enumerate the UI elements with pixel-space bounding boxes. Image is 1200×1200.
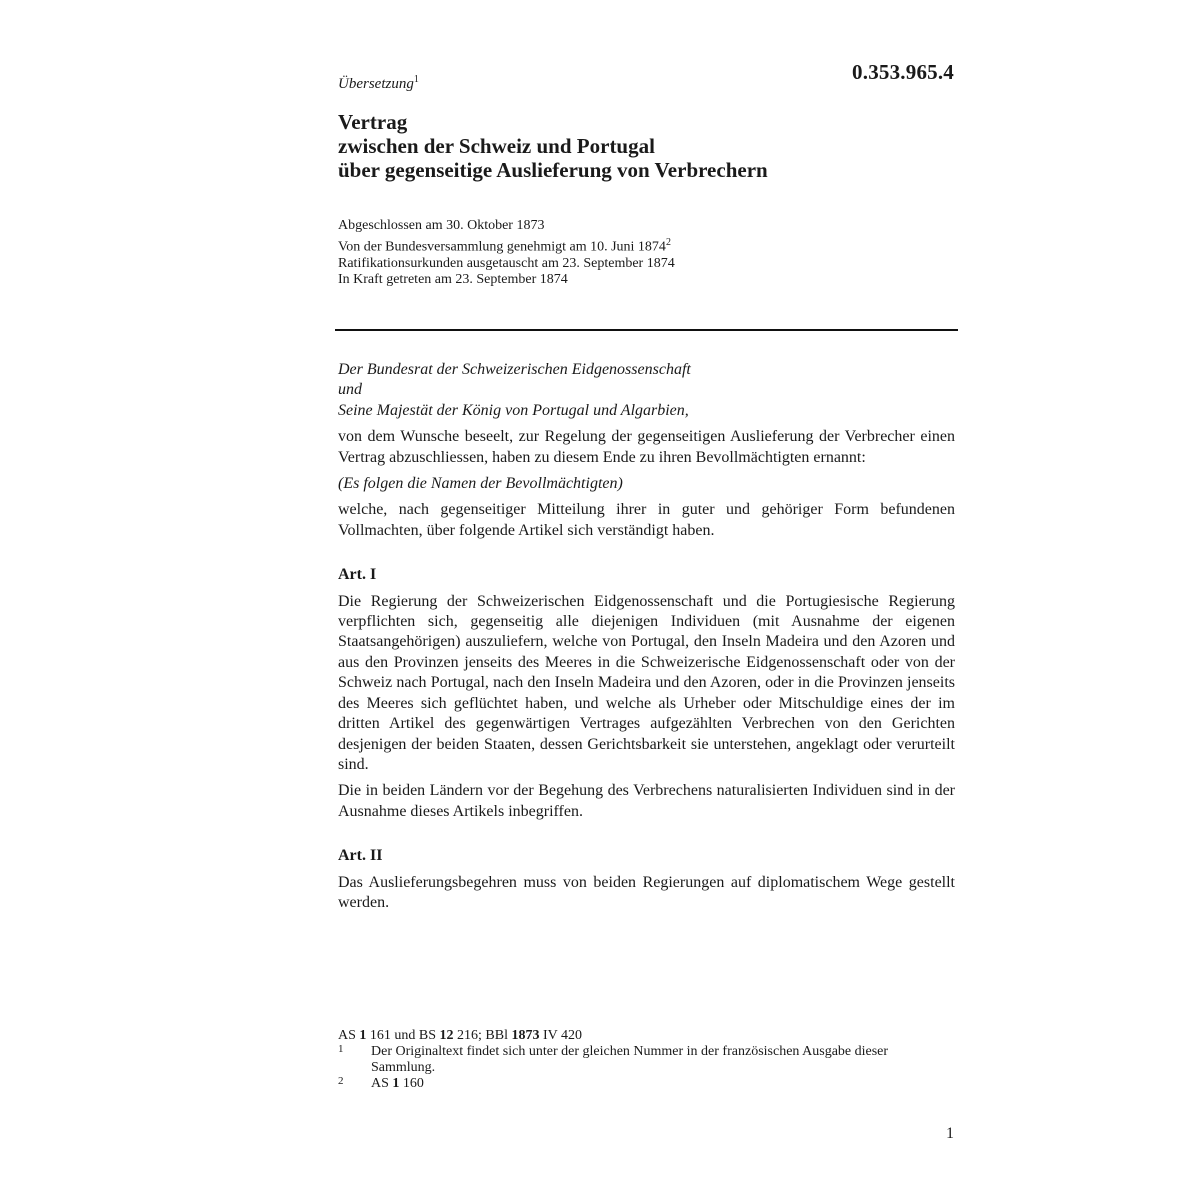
preamble-and: und [338,381,362,399]
footnote-1-number: 1 [338,1043,344,1055]
footnote-2-suffix: 160 [399,1076,424,1091]
footnote-2-prefix: AS [371,1076,393,1091]
footnote-1-text: Der Originaltext findet sich unter der gleichen Nummer in der französischen Ausgabe dieser Sammlung. [371,1044,889,1075]
preamble-plenipotentiaries: (Es folgen die Namen der Bevollmächtigten) [338,475,623,493]
article-2-heading: Art. II [338,847,383,865]
document-title [338,110,768,182]
translation-label: Übersetzung [338,76,414,92]
footnote-2-text [371,1076,955,1092]
title-line-2: zwischen der Schweiz und Portugal [338,134,655,158]
date-ratified: Ratifikationsurkunden ausgetauscht am 23. September 1874 [338,255,675,271]
footnote-2-bold: 1 [392,1076,400,1091]
translation-note [338,74,419,93]
preamble-party-2: Seine Majestät der König von Portugal und Algarbien, [338,401,689,419]
preamble-party-1: Der Bundesrat der Schweizerischen Eidgenossenschaft [338,361,691,378]
horizontal-rule [335,329,958,331]
source-references [338,1028,955,1044]
document-body [338,360,955,913]
article-1-paragraph-2: Die in beiden Ländern vor der Begehung des Verbrechens naturalisierten Individuen sind in der Ausnahme dieses Artikels inbegriffen. [338,782,955,820]
article-2-paragraph-1: Das Auslieferungsbegehren muss von beiden Regierungen auf diplomatischem Wege gestellt werden. [338,873,955,911]
dates-block [338,218,675,289]
source-as-vol: 1 [359,1028,367,1043]
footnote-ref-1[interactable]: 1 [413,74,419,85]
source-as-rest: 161 und BS [366,1028,440,1043]
date-approved [338,235,675,256]
source-bs-vol: 12 [439,1028,454,1043]
date-in-force: In Kraft getreten am 23. September 1874 [338,272,568,288]
source-bs-rest: 216; BBl [453,1028,512,1043]
footnote-1 [338,1044,955,1076]
source-as-prefix: AS [338,1028,360,1043]
date-approved-text: Von der Bundesversammlung genehmigt am 10. Juni 1874 [338,239,666,255]
title-line-3: über gegenseitige Auslieferung von Verbrechern [338,158,768,182]
document-page [338,0,958,1200]
footnotes [338,1028,955,1092]
footnote-ref-2[interactable]: 2 [665,236,671,248]
title-line-1: Vertrag [338,110,408,134]
page-number: 1 [946,1125,954,1142]
preamble-intro: von dem Wunsche beseelt, zur Regelung der gegenseitigen Auslieferung der Verbrecher einen Vertrag abzuschliessen, haben zu diesem Ende zu ihren Bevollmächtigten ernannt: [338,428,955,466]
source-bbl-rest: IV 420 [539,1028,583,1043]
footnote-2 [338,1076,955,1092]
article-1-heading: Art. I [338,566,377,584]
source-bbl-year: 1873 [511,1028,540,1043]
date-concluded: Abgeschlossen am 30. Oktober 1873 [338,218,545,233]
article-1-paragraph-1: Die Regierung der Schweizerischen Eidgenossenschaft und die Portugiesische Regierung verpflichten sich, gegenseitig alle diejenigen Individuen (mit Ausnahme der eigenen Staatsangehörigen) auszuliefern, welche von Portugal, den Inseln Madeira und den Azoren und aus den Provinzen jenseits des Meeres in die Schweizerische Eidgenossenschaft oder von der Schweiz nach Portugal, nach den Inseln Madeira und den Azoren, oder in die Provinzen jenseits des Meeres sich geflüchtet haben, und welche als Urheber oder Mitschuldige eines der im dritten Artikel des gegenwärtigen Vertrages aufgezählten Verbrechen von den Gerichten desjenigen der beiden Staaten, dessen Gerichtsbarkeit sie unterstehen, angeklagt oder verurteilt sind. [338,592,955,773]
preamble-closing: welche, nach gegenseitiger Mitteilung ihrer in guter und gehöriger Form befundenen Vollmachten, über folgende Artikel sich verständigt haben. [338,501,955,539]
footnote-2-number: 2 [338,1075,344,1087]
sr-number: 0.353.965.4 [852,60,954,84]
